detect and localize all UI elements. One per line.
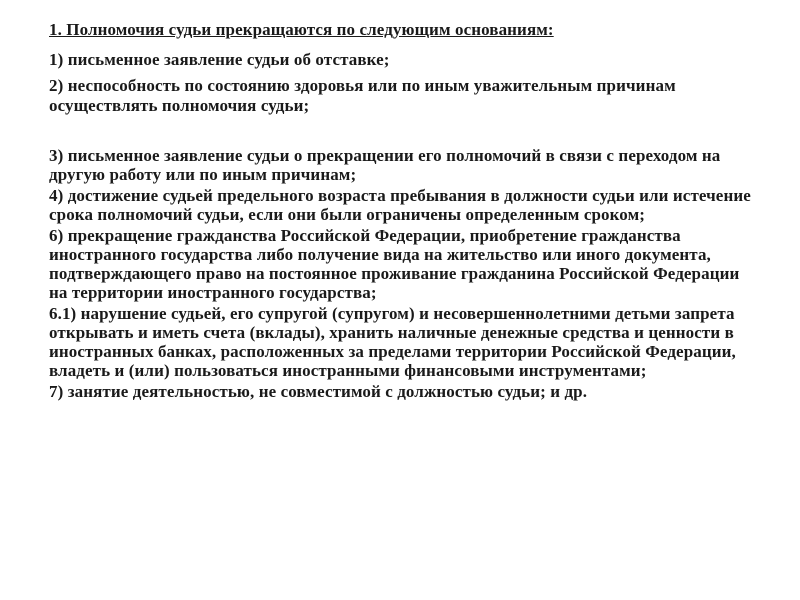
list-item-7: 7) занятие деятельностью, не совместимой с должностью судьи; и др. [49, 382, 588, 401]
list-item-6-1: 6.1) нарушение судьей, его супругой (супругом) и несовершеннолетними детьми запрета открывать и иметь счета (вклады), хранить наличные денежные средства и ценности в иностранных банках, расположенных за пределами территории Российской Федерации, владеть и (или) пользоваться иностранными финансовыми инструментами; [49, 304, 736, 380]
text-block-bottom [49, 146, 759, 403]
list-item-6: 6) прекращение гражданства Российской Федерации, приобретение гражданства иностранного государства либо получение вида на жительство или иного документа, подтверждающего право на постоянное проживание гражданина Российской Федерации на территории иностранного государства; [49, 226, 740, 302]
list-item-3: 3) письменное заявление судьи о прекращении его полномочий в связи с переходом на другую работу или по иным причинам; [49, 146, 721, 184]
list-item-1: 1) письменное заявление судьи об отставке; [49, 50, 390, 69]
slide-heading: 1. Полномочия судьи прекращаются по следующим основаниям: [49, 20, 554, 39]
list-item-4: 4) достижение судьей предельного возраста пребывания в должности судьи или истечение срока полномочий судьи, если они были ограничены определенным сроком; [49, 186, 751, 224]
text-block-top [49, 50, 759, 122]
list-item-2: 2) неспособность по состоянию здоровья или по иным уважительным причинам осуществлять полномочия судьи; [49, 76, 676, 115]
